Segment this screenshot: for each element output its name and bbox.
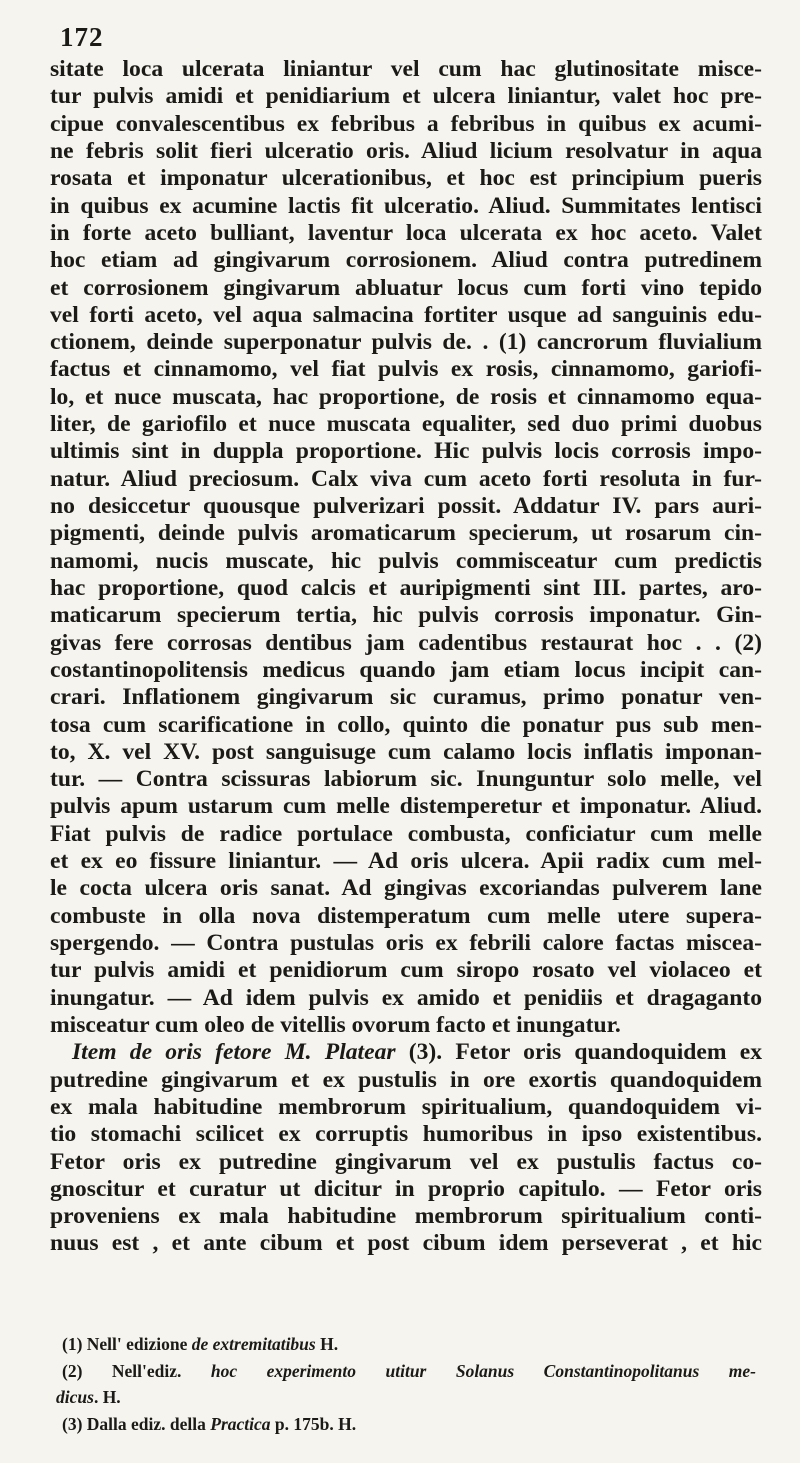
- text-line: maticarum specierum tertia, hic pulvis corrosis imponatur. Gin-: [50, 602, 762, 629]
- text-line: in quibus ex acumine lactis fit ulceratio. Aliud. Summitates lentisci: [50, 192, 762, 219]
- footnote-2-mark: (2) Nell'ediz.: [62, 1360, 211, 1381]
- footnote-3-tail: p. 175b. H.: [270, 1413, 357, 1434]
- footnotes: [56, 1331, 756, 1437]
- text-line: liter, de gariofilo et nuce muscata equaliter, sed duo primi duobus: [50, 411, 762, 438]
- text-line: ultimis sint in duppla proportione. Hic pulvis locis corrosis impo-: [50, 438, 762, 465]
- text-line: hoc etiam ad gingivarum corrosionem. Aliud contra putredinem: [50, 247, 762, 274]
- footnote-2-italic: hoc experimento utitur Solanus Constantinopolitanus me-: [210, 1360, 756, 1381]
- text-line: ex mala habitudine membrorum spiritualium, quandoquidem vi-: [50, 1093, 762, 1120]
- text-line: putredine gingivarum et ex pustulis in ore exortis quandoquidem: [50, 1066, 762, 1093]
- text-line: vel forti aceto, vel aqua salmacina fortiter usque ad sanguinis edu-: [50, 301, 762, 328]
- text-line: et corrosionem gingivarum abluatur locus cum forti vino tepido: [50, 274, 762, 301]
- footnote-3: [56, 1411, 756, 1438]
- text-line: le cocta ulcera oris sanat. Ad gingivas excoriandas pulverem lane: [50, 875, 762, 902]
- text-line: hac proportione, quod calcis et auripigmenti sint III. partes, aro-: [50, 574, 762, 601]
- text-line: misceatur cum oleo de vitellis ovorum facto et inungatur.: [50, 1011, 621, 1038]
- text-line: namomi, nucis muscate, hic pulvis commisceatur cum predictis: [50, 547, 762, 574]
- text-line: lo, et nuce muscata, hac proportione, de rosis et cinnamomo equa-: [50, 383, 762, 410]
- text-line: tio stomachi scilicet ex corruptis humoribus in ipso existentibus.: [50, 1121, 762, 1148]
- text-line: Fiat pulvis de radice portulace combusta, conficiatur cum melle: [50, 820, 762, 847]
- text-line: in forte aceto bulliant, laventur loca ulcerata ex hoc aceto. Valet: [50, 219, 762, 246]
- text-line: rosata et imponatur ulcerationibus, et hoc est principium pueris: [50, 165, 762, 192]
- footnote-1-mark: (1) Nell' edizione: [62, 1334, 192, 1354]
- footnote-3-mark: (3) Dalla ediz. della: [62, 1413, 211, 1434]
- footnote-1-tail: H.: [315, 1334, 339, 1354]
- paragraph-remedies: [50, 56, 762, 1039]
- text-line: proveniens ex mala habitudine membrorum spiritualium conti-: [50, 1203, 762, 1230]
- text-line: tosa cum scarificatione in collo, quinto die ponatur pus sub men-: [50, 711, 762, 738]
- text-line: Fetor oris ex putredine gingivarum vel ex pustulis factus co-: [50, 1148, 762, 1175]
- text-line: cipue convalescentibus ex febribus a febribus in quibus ex acumi-: [50, 110, 762, 137]
- text-line: costantinopolitensis medicus quando jam etiam locus incipit can-: [50, 656, 762, 683]
- text-line: gnoscitur et curatur ut dicitur in proprio capitulo. — Fetor oris: [50, 1175, 762, 1202]
- text-line: inungatur. — Ad idem pulvis ex amido et penidiis et dragaganto: [50, 984, 762, 1011]
- text-line: nuus est , et ante cibum et post cibum idem perseverat , et hic: [50, 1230, 762, 1257]
- section-heading-text: (3). Fetor oris quandoquidem ex: [395, 1039, 762, 1066]
- text-line: et ex eo fissure liniantur. — Ad oris ulcera. Apii radix cum mel-: [50, 848, 762, 875]
- text-line: spergendo. — Contra pustulas oris ex febrili calore factas miscea-: [50, 930, 762, 956]
- footnote-2b-italic: dicus: [56, 1387, 94, 1407]
- text-line: no desiccetur quousque pulverizari possit. Addatur IV. pars auri-: [50, 493, 762, 519]
- text-line: factus et cinnamomo, vel fiat pulvis ex rosis, cinnamomo, gariofi-: [50, 356, 762, 383]
- section-heading-line: [50, 1039, 762, 1066]
- footnote-2: [56, 1358, 756, 1385]
- text-line: tur pulvis amidi et penidiarium et ulcera liniantur, valet hoc pre-: [50, 83, 762, 110]
- text-line: crari. Inflationem gingivarum sic curamus, primo ponatur ven-: [50, 684, 762, 711]
- paragraph-fetor-oris: [50, 1067, 762, 1258]
- footnote-1: [56, 1331, 756, 1358]
- page-number: 172: [60, 22, 104, 52]
- text-line: ne febris solit fieri ulceratio oris. Aliud licium resolvatur in aqua: [50, 137, 762, 164]
- text-line: givas fere corrosas dentibus jam cadentibus restaurat hoc . . (2): [50, 629, 762, 656]
- text-line: pulvis apum ustarum cum melle distemperetur et imponatur. Aliud.: [50, 793, 762, 820]
- footnote-2b-tail: . H.: [93, 1387, 121, 1407]
- text-line: ctionem, deinde superponatur pulvis de. . (1) cancrorum fluvialium: [50, 329, 762, 356]
- section-heading-title: Item de oris fetore M. Platear: [72, 1039, 396, 1066]
- text-line: combuste in olla nova distemperatum cum melle utere supera-: [50, 902, 762, 929]
- text-line: tur pulvis amidi et penidiorum cum siropo rosato vel violaceo et: [50, 957, 762, 984]
- text-line: sitate loca ulcerata liniantur vel cum hac glutinositate misce-: [50, 56, 762, 82]
- text-line: tur. — Contra scissuras labiorum sic. Inunguntur solo melle, vel: [50, 766, 762, 793]
- footnote-2-continued: [56, 1384, 756, 1411]
- footnote-3-italic: Practica: [210, 1413, 271, 1434]
- text-line: to, X. vel XV. post sanguisuge cum calamo locis inflatis imponan-: [50, 738, 762, 765]
- footnote-1-italic: de extremitatibus: [191, 1334, 316, 1354]
- body-text: [50, 56, 762, 1258]
- text-line: pigmenti, deinde pulvis aromaticarum specierum, ut rosarum cin-: [50, 520, 762, 547]
- text-line: natur. Aliud preciosum. Calx viva cum aceto forti resoluta in fur-: [50, 465, 762, 492]
